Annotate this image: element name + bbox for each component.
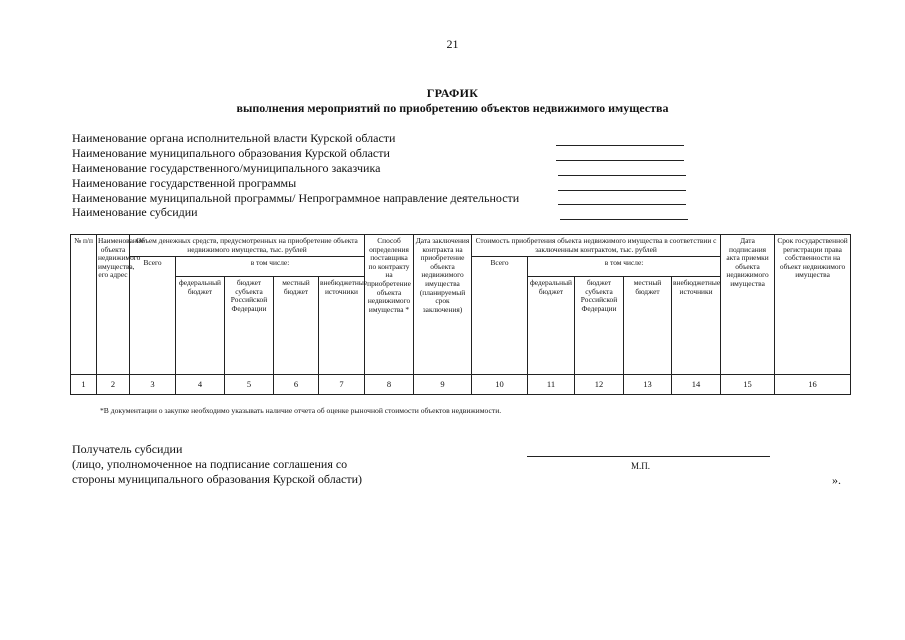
field-line-subsidy [560, 219, 688, 220]
column-number: 6 [274, 375, 319, 395]
signature-line [527, 456, 770, 457]
page-number: 21 [446, 37, 459, 51]
header-funds-total: Всего [130, 257, 176, 375]
header-cost-regional: бюджет субъекта Российской Федерации [575, 277, 624, 375]
header-cost-total: Всего [472, 257, 528, 375]
field-line-municipality [556, 160, 684, 161]
header-contract-date: Дата заключения контракта на приобретение объекта недвижимого имущества (планируемый срок заключения) [414, 235, 472, 375]
header-funds-offbudget: внебюджетные источники [319, 277, 365, 375]
column-number: 4 [176, 375, 225, 395]
header-funds-regional: бюджет субъекта Российской Федерации [225, 277, 274, 375]
header-funds-including: в том числе: [176, 257, 365, 277]
column-number: 14 [672, 375, 721, 395]
column-number: 8 [365, 375, 414, 395]
header-cost-local: местный бюджет [624, 277, 672, 375]
column-number: 10 [472, 375, 528, 395]
field-label-customer: Наименование государственного/муниципального заказчика [72, 161, 381, 175]
header-cost-group: Стоимость приобретения объекта недвижимого имущества в соответствии с заключенным контрактом, тыс. рублей [472, 235, 721, 257]
field-label-municipal-program: Наименование муниципальной программы/ Непрограммное направление деятельности [72, 191, 520, 205]
header-funds-group: Объем денежных средств, предусмотренных на приобретение объекта недвижимого имущества, тыс. рублей [130, 235, 365, 257]
field-label-executive-body: Наименование органа исполнительной власти Курской области [72, 131, 396, 145]
header-funds-local: местный бюджет [274, 277, 319, 375]
column-number: 16 [775, 375, 851, 395]
column-number: 11 [528, 375, 575, 395]
signature-line-2: (лицо, уполномоченное на подписание соглашения со [72, 457, 348, 471]
stamp-label: М.П. [631, 461, 651, 471]
field-label-state-program: Наименование государственной программы [72, 176, 297, 190]
column-number: 15 [721, 375, 775, 395]
header-cost-federal: федеральный бюджет [528, 277, 575, 375]
column-number: 7 [319, 375, 365, 395]
closing-quote: ». [832, 473, 841, 487]
document-title: ГРАФИК [426, 86, 479, 100]
document-subtitle: выполнения мероприятий по приобретению объектов недвижимого имущества [236, 101, 669, 115]
header-method: Способ определения поставщика по контракту на приобретение объекта недвижимого имущества * [365, 235, 414, 375]
header-object-name: Наименование объекта недвижимого имущества, его адрес [97, 235, 130, 375]
signature-line-3: стороны муниципального образования Курской области) [72, 472, 363, 486]
header-cost-offbudget: внебюджетные источники [672, 277, 721, 375]
schedule-table [70, 234, 851, 395]
field-line-customer [558, 175, 686, 176]
column-number-row [71, 375, 851, 395]
field-label-subsidy: Наименование субсидии [72, 205, 198, 219]
column-number: 5 [225, 375, 274, 395]
field-label-municipality: Наименование муниципального образования Курской области [72, 146, 390, 160]
column-number: 13 [624, 375, 672, 395]
signature-line-1: Получатель субсидии [72, 442, 183, 456]
column-number: 12 [575, 375, 624, 395]
field-line-municipal-program [558, 204, 686, 205]
header-act-date: Дата подписания акта приемки объекта недвижимого имущества [721, 235, 775, 375]
field-line-state-program [558, 190, 686, 191]
header-number: № п/п [71, 235, 97, 375]
column-number: 3 [130, 375, 176, 395]
column-number: 9 [414, 375, 472, 395]
header-registration: Срок государственной регистрации права собственности на объект недвижимого имущества [775, 235, 851, 375]
header-cost-including: в том числе: [528, 257, 721, 277]
column-number: 1 [71, 375, 97, 395]
column-number: 2 [97, 375, 130, 395]
header-funds-federal: федеральный бюджет [176, 277, 225, 375]
field-line-executive-body [556, 145, 684, 146]
footnote: *В документации о закупке необходимо указывать наличие отчета об оценке рыночной стоимости объектов недвижимости. [100, 406, 502, 415]
